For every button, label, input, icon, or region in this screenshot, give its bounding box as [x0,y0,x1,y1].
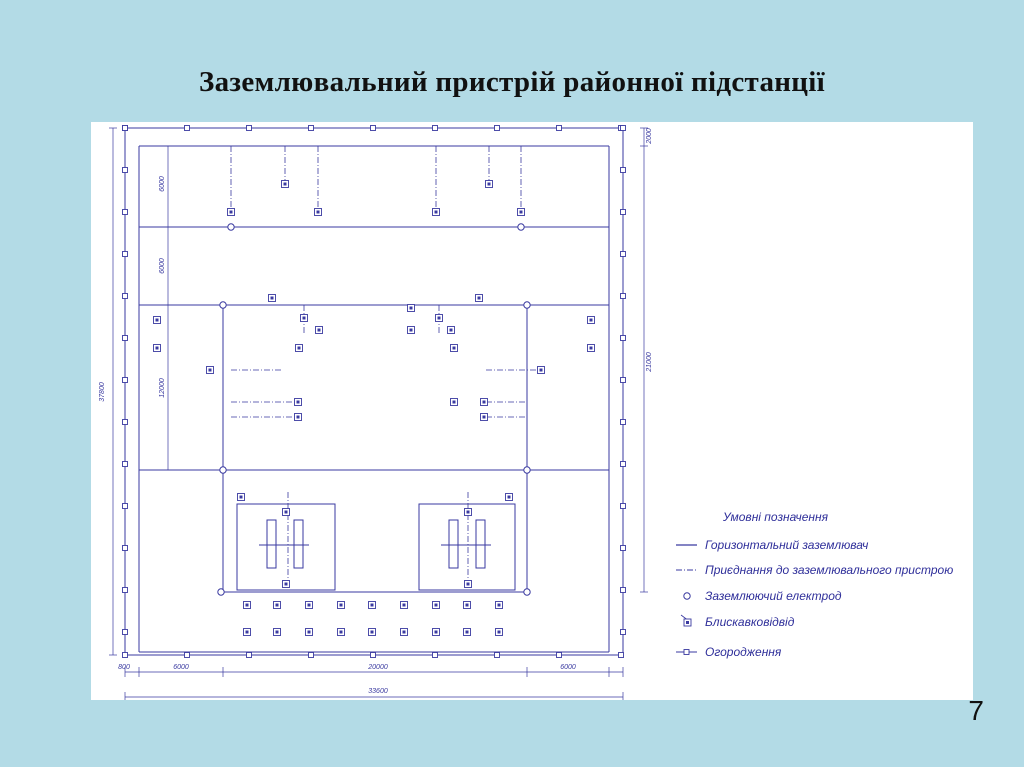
lightning-rod-core [435,631,438,634]
lightning-rod [433,602,440,609]
fence-post [621,588,626,593]
legend [676,510,953,659]
lightning-rod [401,602,408,609]
lightning-rod-core [508,496,511,499]
dim-label-left-seg-2: 6000 [159,258,166,274]
fence-post [185,126,190,131]
lightning-rod-core [540,369,543,372]
transformer-block-right [419,504,515,590]
legend-lightning-icon [681,615,691,626]
lightning-rod-core [308,631,311,634]
grounding-electrode [524,302,530,308]
fence-post [185,653,190,658]
lightning-rod-core [590,319,593,322]
lightning-rod-core [318,329,321,332]
page-number: 7 [968,695,984,726]
dim-label-left-total: 37800 [99,382,106,402]
lightning-rod-core [488,183,491,186]
lightning-rod [316,327,323,334]
lightning-rod-core [403,604,406,607]
lightning-rod [448,327,455,334]
fence-post [247,126,252,131]
dim-label-right-mid: 21000 [646,352,653,372]
fence-post [495,126,500,131]
lightning-rod [306,629,313,636]
lightning-rod-core [466,631,469,634]
fence-post [621,252,626,257]
legend-electrode-label: Заземлюючий електрод [705,589,842,603]
lightning-rod-core [410,307,413,310]
fence-post [557,653,562,658]
lightning-rod-core [297,401,300,404]
lightning-rod [408,305,415,312]
lightning-rod [451,345,458,352]
legend-horizontal-label: Горизонтальний заземлювач [705,538,869,552]
legend-lightning-label: Блискавковідвід [705,615,795,629]
lightning-rod-core [276,604,279,607]
transformer-unit [267,520,276,568]
lightning-rod [269,295,276,302]
lightning-rod [464,629,471,636]
fence-post [123,630,128,635]
lightning-rod [486,181,493,188]
lightning-rod [481,414,488,421]
fence-perimeter [123,126,626,658]
lightning-rod [274,602,281,609]
lightning-rods [154,181,595,636]
lightning-rod [338,602,345,609]
dim-label-left-seg-1: 6000 [159,176,166,192]
dim-label-left-seg-3: 12000 [159,378,166,398]
fence-post [621,630,626,635]
lightning-rod-core [303,317,306,320]
fence-post [621,126,626,131]
fence-post [621,336,626,341]
lightning-rod-core [240,496,243,499]
lightning-rod [401,629,408,636]
fence-post [371,653,376,658]
lightning-rod-core [156,319,159,322]
lightning-rod-core [483,401,486,404]
lightning-rod [207,367,214,374]
lightning-rod [338,629,345,636]
lightning-rod-core [590,347,593,350]
lightning-rod [283,581,290,588]
lightning-rod [369,629,376,636]
legend-electrode-icon [684,593,690,599]
lightning-rod-core [209,369,212,372]
lightning-rod-core [467,583,470,586]
lightning-rod-core [520,211,523,214]
lightning-rod [282,181,289,188]
fence-post [433,126,438,131]
fence-post [123,653,128,658]
fence-post [557,126,562,131]
fence-post [371,126,376,131]
lightning-rod-core [297,416,300,419]
fence-post [621,420,626,425]
lightning-rod-core [298,347,301,350]
lightning-rod [154,317,161,324]
dim-label-6000-left: 6000 [173,664,189,671]
lightning-rod [228,209,235,216]
transformer-block-left [237,504,335,590]
fence-post [123,420,128,425]
connection-lines [231,146,541,584]
lightning-rod [306,602,313,609]
legend-title: Умовні позначення [723,510,828,524]
lightning-rod [481,399,488,406]
lightning-rod-core [435,211,438,214]
lightning-rod-core [450,329,453,332]
lightning-rod-core [453,347,456,350]
lightning-rod [464,602,471,609]
lightning-rod [244,629,251,636]
lightning-rod-core [466,604,469,607]
grounding-electrode [228,224,234,230]
lightning-rod-core [246,604,249,607]
lightning-rod-core [483,416,486,419]
fence-post [621,462,626,467]
dim-label-6000-right: 6000 [560,664,576,671]
lightning-rod-core [284,183,287,186]
lightning-rod [496,629,503,636]
lightning-rod [315,209,322,216]
substation-grounding-plan [91,122,973,700]
fence-post [309,653,314,658]
fence-post [433,653,438,658]
lightning-rod-core [230,211,233,214]
lightning-rod-core [271,297,274,300]
lightning-rod-core [453,401,456,404]
lightning-rod [433,209,440,216]
fence-post [123,168,128,173]
fence-line [125,128,623,655]
lightning-rod-core [340,604,343,607]
lightning-rod-core [498,604,501,607]
lightning-rod-core [371,604,374,607]
lightning-rod [465,581,472,588]
dim-label-20000: 20000 [368,664,388,671]
fence-post [123,294,128,299]
lightning-rod-core [317,211,320,214]
lightning-rod-core [410,329,413,332]
fence-post [123,126,128,131]
lightning-rod-core [435,604,438,607]
lightning-rod [518,209,525,216]
lightning-rod [588,345,595,352]
lightning-rod [465,509,472,516]
grounding-electrodes [218,224,530,595]
lightning-rod-core [403,631,406,634]
grounding-electrode [524,467,530,473]
lightning-rod [295,414,302,421]
dimension-lines [109,128,648,700]
lightning-rod-core [308,604,311,607]
lightning-rod-core [498,631,501,634]
lightning-rod [496,602,503,609]
legend-connection-label: Приєднання до заземлювального пристрою [705,563,954,577]
grounding-electrode [218,589,224,595]
fence-post [123,252,128,257]
fence-post [123,462,128,467]
fence-post [621,210,626,215]
lightning-rod-core [478,297,481,300]
lightning-rod-core [276,631,279,634]
dim-label-total-width: 33600 [368,688,388,695]
transformer-unit [476,520,485,568]
grounding-electrode [518,224,524,230]
lightning-rod-core [340,631,343,634]
lightning-rod [283,509,290,516]
lightning-rod [433,629,440,636]
lightning-rod [436,315,443,322]
lightning-rod-core [371,631,374,634]
dim-label-right-top: 2000 [646,128,653,144]
fence-post [621,168,626,173]
fence-post [619,653,624,658]
fence-post [621,546,626,551]
lightning-rod [369,602,376,609]
grounding-electrode [220,302,226,308]
lightning-rod-core [285,583,288,586]
lightning-rod [238,494,245,501]
lightning-rod [588,317,595,324]
lightning-rod [301,315,308,322]
legend-fence-symbol [676,650,697,655]
lightning-rod [408,327,415,334]
lightning-rod [274,629,281,636]
lightning-rod [296,345,303,352]
fence-post [123,546,128,551]
transformer-unit [294,520,303,568]
dim-label-800: 800 [118,664,130,671]
fence-post [309,126,314,131]
lightning-rod-core [156,347,159,350]
fence-post [621,504,626,509]
lightning-rod [451,399,458,406]
fence-post [123,336,128,341]
fence-post [123,504,128,509]
fence-post [123,588,128,593]
lightning-rod-core [438,317,441,320]
horizontal-grounding-conductors [139,146,609,652]
grounding-plan-drawing [91,122,973,700]
fence-post [247,653,252,658]
lightning-rod-core [467,511,470,514]
fence-post [621,378,626,383]
lightning-rod [295,399,302,406]
legend-fence-label: Огородження [705,645,782,659]
slide-title: Заземлювальний пристрій районної підстанції [199,66,825,98]
lightning-rod [476,295,483,302]
fence-post [621,294,626,299]
lightning-rod-core [285,511,288,514]
lightning-rod [538,367,545,374]
lightning-rod [244,602,251,609]
lightning-rod [154,345,161,352]
fence-post [495,653,500,658]
lightning-rod [506,494,513,501]
fence-post [123,378,128,383]
lightning-rod-core [246,631,249,634]
grounding-electrode [220,467,226,473]
transformer-unit [449,520,458,568]
grounding-electrode [524,589,530,595]
fence-post [123,210,128,215]
